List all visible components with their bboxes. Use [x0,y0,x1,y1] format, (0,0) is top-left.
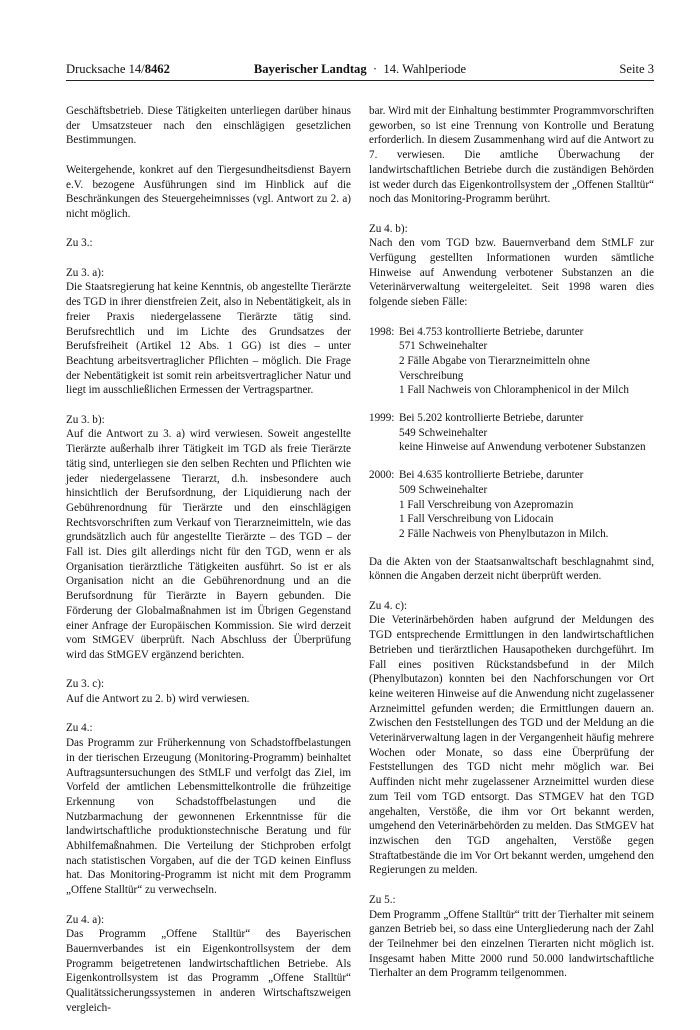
section-heading: Zu 4.: [66,722,93,735]
paragraph: Auf die Antwort zu 2. b) wird verwiesen. [66,693,250,706]
case-detail: 1 Fall Verschreibung von Lidocain [399,513,554,526]
case-2000 [369,468,654,542]
paragraph: Nach den vom TGD bzw. Bauernverband dem StMLF zur Verfügung gestellten Informationen wurden sämtliche Hinweise auf Anwendung verbotener Substanzen an die Veterinärverwaltung weitergeleitet. Seit 1998 waren dies folgende sieben Fälle: [369,237,654,309]
header-rule [66,80,654,81]
case-detail: 549 Schweinehalter [399,426,488,439]
case-detail: 1 Fall Verschreibung von Azepromazin [399,498,574,511]
case-detail: keine Hinweise auf Anwendung verbotener Substanzen [399,441,646,454]
right-column [369,104,654,996]
section-heading: Zu 5.: [369,893,396,906]
paragraph: Weitergehende, konkret auf den Tiergesundheitsdienst Bayern e.V. bezogene Ausführungen sind im Hinblick auf die Beschränkungen des Steuergeheimnisses (vgl. Antwort zu 2. a) nicht möglich. [66,163,351,220]
section-heading: Zu 4. c): [369,599,408,612]
paragraph: Dem Programm „Offene Stalltür“ tritt der Tierhalter mit seinem ganzen Betrieb bei, so dass eine Untergliederung nach der Zahl der Teilnehmer bei den einzelnen Tierarten nicht möglich ist. Insgesamt haben Mitte 2000 rund 50.000 landwirtschaftliche Tierhalter an dem Programm teilgenommen. [369,908,654,980]
paragraph: Das Programm zur Früherkennung von Schadstoffbelastungen in der tierischen Erzeugung (Monitoring-Programm) beinhaltet Auftragsuntersuchungen des StMLF und verfolgt das Ziel, im Vorfeld der amtlichen Lebensmittelkontrolle die frühzeitige Erkennung von Schadstoffbelastungen und die Nutzbarmachung der gewonnenen Erkenntnisse für die landwirtschaftliche produktionstechnische Beratung und für Abhilfemaßnahmen. Die Verteilung der Stichproben erfolgt nach statistischen Vorgaben, auf die der TGD keinen Einfluss hat. Das Monitoring-Programm ist nicht mit dem Programm „Offene Stalltür“ zu verwechseln. [66,737,351,897]
section-heading: Zu 4. b): [369,222,408,235]
paragraph: bar. Wird mit der Einhaltung bestimmter Programmvorschriften geworben, so ist eine Trennung von Kontrolle und Beratung erforderlich. In diesem Zusammenhang wird auf die Antwort zu 7. verwiesen. Die amtliche Überwachung der landwirtschaftlichen Betriebe durch die zuständigen Behörden ist weder durch das Eigenkontrollsystem der „Offenen Stalltür“ noch das Monitoring-Programm berührt. [369,105,654,206]
case-year: 2000: [369,469,395,482]
case-detail: 509 Schweinehalter [399,483,488,496]
paragraph: Das Programm „Offene Stalltür“ des Bayerischen Bauernverbandes ist ein Eigenkontrollsystem der dem Programm beigetretenen landwirtschaftlichen Betriebe. Als Eigenkontrollsystem ist das Programm „Offene Stalltür“ Qualitätssicherungssystemen in anderen Wirtschaftszweigen vergleich- [66,928,351,1014]
case-detail: 1 Fall Nachweis von Chloramphenicol in der Milch [399,384,629,397]
paragraph: Auf die Antwort zu 3. a) wird verwiesen. Soweit angestellte Tierärzte außerhalb ihrer Tätigkeit im TGD als freie Tierärzte tätig sind, unterliegen sie den selben Rechten und Pflichten wie jeder niedergelassene Tierarzt, d.h. insbesondere auch hinsichtlich der Berufsordnung, der Liquidierung nach der Gebührenordnung für Tierärzte und den einschlägigen Rechtsvorschriften zum Verkauf von Tierarzneimitteln, wie das grundsätzlich auch für angestellte Tierärzte – des TGD – der Fall ist. Dies gilt allerdings nicht für den TGD, wenn er als Organisation tierärztliche Tätigkeiten ausführt. So ist er als Organisation nicht an die Gebührenordnung und an die Berufsordnung für Tierärzte in Bayern gebunden. Die Förderung der Globalmaßnahmen ist im Übrigen Gegenstand einer Anfrage der Europäischen Kommission. Sie wird derzeit vom StMGEV überprüft. Nach Abschluss der Überprüfung wird das StMGEV ergänzend berichten. [66,428,351,661]
page-header [66,62,654,82]
case-year: 1999: [369,412,395,425]
section-heading: Zu 3.: [66,237,93,250]
case-detail: 2 Fälle Nachweis von Phenylbutazon in Milch. [399,527,609,540]
section-heading: Zu 3. c): [66,678,105,691]
case-summary: Bei 4.635 kontrollierte Betriebe, darunter [399,469,584,482]
page-number: Seite 3 [619,62,654,76]
paragraph: Da die Akten von der Staatsanwaltschaft beschlagnahmt sind, können die Angaben derzeit nicht überprüft werden. [369,555,654,583]
case-1999 [369,411,654,455]
paragraph: Geschäftsbetrieb. Diese Tätigkeiten unterliegen darüber hinaus der Umsatzsteuer nach den einschlägigen gesetzlichen Bestimmungen. [66,105,351,147]
case-detail: 2 Fälle Abgabe von Tierarzneimitteln ohne Verschreibung [399,354,590,382]
parliament-title: Bayerischer Landtag · 14. Wahlperiode [253,62,467,76]
section-heading: Zu 3. b): [66,413,105,426]
case-summary: Bei 5.202 kontrollierte Betriebe, darunter [399,412,584,425]
section-heading: Zu 3. a): [66,266,105,279]
case-1998 [369,325,654,399]
case-year: 1998: [369,325,395,338]
document-number: Drucksache 14/8462 [66,62,170,76]
section-heading: Zu 4. a): [66,913,105,926]
left-column [66,104,351,1030]
paragraph: Die Staatsregierung hat keine Kenntnis, ob angestellte Tierärzte des TGD in ihrer dienstfreien Zeit, also in Nebentätigkeit, als in freier Praxis niedergelassene Tierärzte tätig sind. Berufsrechtlich und im Lichte des Grundsatzes der Berufsfreiheit (Artikel 12 Abs. 1 GG) ist dies – unter Beachtung arbeitsvertraglicher Pflichten – möglich. Die Frage der Nebentätigkeit ist somit rein arbeitsvertraglicher Natur und liegt im ausschließlichen Ermessen der Vertragspartner. [66,281,351,397]
paragraph: Die Veterinärbehörden haben aufgrund der Meldungen des TGD entsprechende Ermittlungen in den landwirtschaftlichen Betrieben und tierärztlichen Hausapotheken durchgeführt. Im Fall eines positiven Rückstandsbefund in der Milch (Phenylbutazon) konnten bei den Nachforschungen vor Ort keine weiteren Hinweise auf die Anwendung nicht zugelassener Arzneimittel gefunden werden; die Ermittlungen dauern an. Zwischen den Feststellungen des TGD und der Meldung an die Veterinärverwaltung lagen in der Vergangenheit häufig mehrere Wochen oder Monate, so dass eine Überprüfung der Feststellungen des TGD nicht mehr möglich war. Bei Auffinden nicht mehr zugelassener Arzneimittel wurden diese zum Teil vom TGD entsorgt. Das STMGEV hat den TGD angehalten, Verstöße, die ihm vor Ort bekannt werden, umgehend den Veterinärbehörden zu melden. Das StMGEV hat inzwischen den TGD angehalten, Verstöße gegen Straftatbestände die im Vor Ort bekannt werden, umgehend den Regierungen zu melden. [369,614,654,877]
case-detail: 571 Schweinehalter [399,340,488,353]
case-summary: Bei 4.753 kontrollierte Betriebe, darunter [399,325,584,338]
